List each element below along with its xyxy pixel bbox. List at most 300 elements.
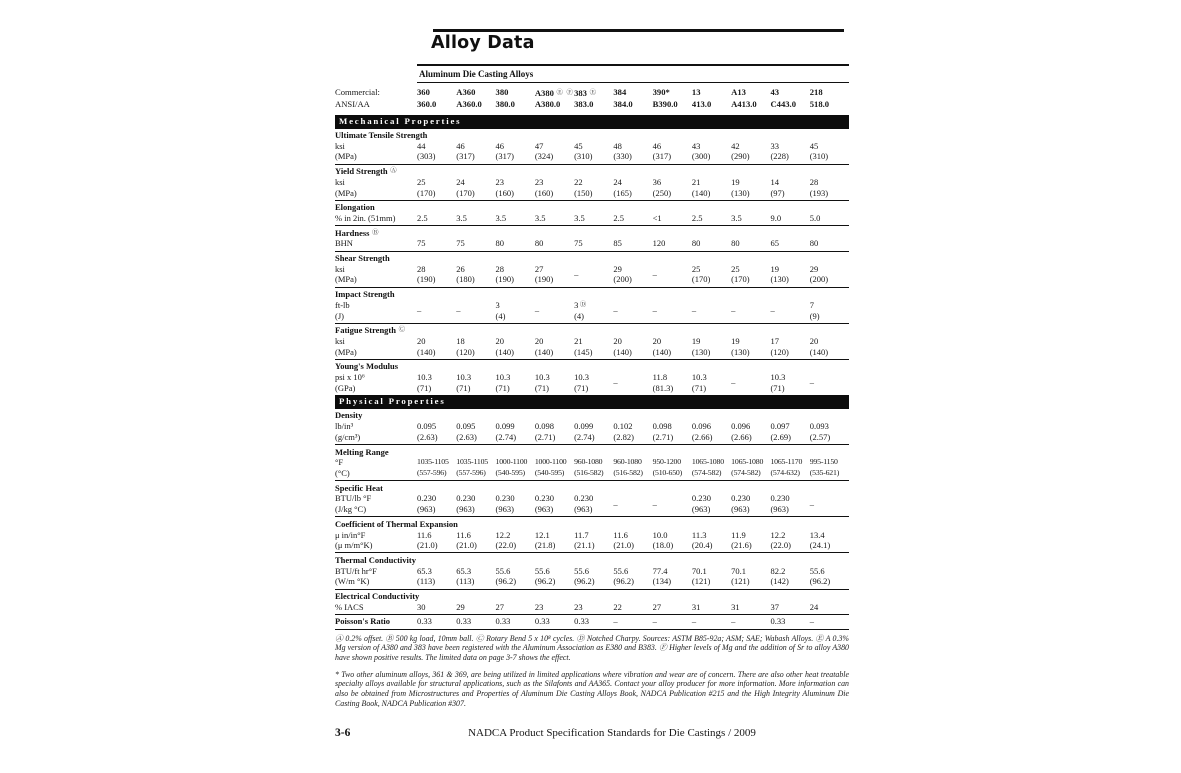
property-group (335, 480, 849, 516)
value-cell: 80 (495, 238, 505, 249)
value-cell: 28 (417, 263, 426, 274)
header-grid (335, 83, 849, 115)
value-cell: 0.097 (770, 421, 790, 432)
value-cell: – (731, 377, 736, 388)
value-cell: (300) (691, 151, 711, 162)
page-footer (335, 727, 849, 739)
value-cell: 1035-1105 (417, 457, 449, 467)
value-cell: – (534, 305, 540, 316)
value-cell: 10.3 (417, 372, 432, 383)
value-cell: 3.5 (495, 212, 507, 223)
value-cell: (140) (534, 346, 554, 357)
value-cell: (140) (613, 346, 632, 357)
value-cell: 1000-1100 (534, 457, 567, 467)
value-cell: (170) (731, 274, 750, 285)
value-cell: – (691, 616, 697, 627)
table-body (335, 115, 849, 630)
value-cell: 10.3 (495, 372, 511, 383)
value-cell: (193) (809, 187, 829, 198)
value-cell: 45 (809, 140, 819, 151)
value-cell: (97) (770, 187, 785, 198)
value-cell: (140) (417, 346, 436, 357)
value-cell: 0.230 (495, 493, 515, 504)
property-name: Density (335, 410, 363, 421)
value-cell: 120 (652, 238, 666, 249)
unit-label: psi x 10⁶ (335, 372, 365, 383)
property-group (335, 287, 849, 323)
value-cell: 29 (809, 263, 819, 274)
value-cell: (21.0) (417, 540, 438, 551)
value-cell: 11.9 (731, 529, 746, 540)
value-cell: (134) (652, 576, 672, 587)
value-cell: – (809, 377, 814, 388)
value-cell: (71) (770, 382, 785, 393)
unit-label: (g/cm³) (335, 431, 361, 442)
value-cell: 10.3 (534, 372, 550, 383)
value-cell: 2.5 (417, 212, 428, 223)
value-cell: (2.69) (770, 431, 791, 442)
value-cell: 24 (613, 176, 622, 187)
value-cell: – (652, 616, 657, 627)
value-cell: (170) (691, 274, 711, 285)
value-cell: 10.3 (574, 372, 589, 383)
value-cell: 46 (652, 140, 662, 151)
value-cell: (96.2) (534, 576, 556, 587)
col-ansi: A380.0 (534, 98, 561, 109)
value-cell: 20 (534, 335, 544, 346)
property-name: Specific Heat (335, 482, 383, 493)
value-cell: (2.63) (417, 431, 438, 442)
value-cell: 28 (495, 263, 505, 274)
value-cell: 10.3 (770, 372, 786, 383)
header-label-ansi: ANSI/AA (335, 98, 370, 109)
footnote-marker: Ⓓ (578, 300, 587, 308)
col-commercial: A380 Ⓔ Ⓕ (534, 87, 574, 98)
value-cell: 3.5 (731, 212, 742, 223)
value-cell: (190) (534, 274, 554, 285)
value-cell: (120) (456, 346, 475, 357)
section-bar: Mechanical Properties (335, 115, 849, 129)
value-cell: (250) (652, 187, 672, 198)
property-group (335, 200, 849, 225)
unit-label: (MPa) (335, 346, 357, 357)
unit-label: ksi (335, 263, 345, 274)
value-cell: 960-1080 (574, 457, 603, 467)
value-cell: 80 (691, 238, 701, 249)
unit-label: °F (335, 457, 344, 468)
value-cell: (9) (809, 310, 820, 321)
value-cell: 19 (731, 176, 740, 187)
value-cell: 0.230 (770, 493, 790, 504)
col-ansi: A413.0 (731, 98, 757, 109)
col-ansi: C443.0 (770, 98, 796, 109)
value-cell: 85 (613, 238, 622, 249)
value-cell: (96.2) (574, 576, 595, 587)
value-cell: 19 (770, 263, 779, 274)
property-group (335, 251, 849, 287)
value-cell: (140) (691, 187, 711, 198)
value-cell: 37 (770, 601, 779, 612)
col-commercial: 390* (652, 86, 670, 97)
col-commercial: 13 (691, 86, 701, 97)
table-title: Aluminum Die Casting Alloys (419, 68, 534, 79)
value-cell: (121) (731, 576, 750, 587)
value-cell: 28 (809, 176, 819, 187)
value-cell: (71) (456, 382, 471, 393)
property-group (335, 323, 849, 359)
table-bottom-rule (335, 629, 849, 630)
value-cell: (200) (613, 274, 632, 285)
value-cell: (2.66) (731, 431, 752, 442)
value-cell: (4) (574, 310, 584, 321)
col-ansi: 360.0 (417, 98, 437, 109)
value-cell: (160) (534, 187, 554, 198)
property-name: Thermal Conductivity (335, 554, 416, 565)
value-cell: 2.5 (691, 212, 703, 223)
value-cell: 20 (613, 335, 622, 346)
value-cell: (2.71) (652, 431, 674, 442)
value-cell: 960-1080 (613, 457, 642, 467)
value-cell: (71) (534, 382, 549, 393)
value-cell: – (613, 305, 618, 316)
unit-label: lb/in³ (335, 421, 354, 432)
value-cell: 13.4 (809, 529, 825, 540)
value-cell: 23 (534, 176, 544, 187)
value-cell: 0.230 (534, 493, 554, 504)
col-commercial: A13 (731, 86, 746, 97)
value-cell: 24 (456, 176, 465, 187)
value-cell: 80 (534, 238, 544, 249)
value-cell: 19 (731, 335, 740, 346)
value-cell: – (613, 377, 618, 388)
property-name: Electrical Conductivity (335, 591, 420, 602)
unit-label: (MPa) (335, 187, 357, 198)
value-cell: (81.3) (652, 382, 674, 393)
value-cell: 24 (809, 601, 819, 612)
title-rule (433, 29, 844, 32)
property-group (335, 409, 849, 444)
property-name: Coefficient of Thermal Expansion (335, 518, 458, 529)
value-cell: (24.1) (809, 540, 831, 551)
value-cell: – (770, 305, 775, 316)
value-cell: (96.2) (495, 576, 517, 587)
value-cell: (540-595) (495, 467, 525, 477)
value-cell: 2.5 (613, 212, 624, 223)
value-cell: 25 (731, 263, 740, 274)
value-cell: – (613, 498, 618, 509)
value-cell: 31 (691, 601, 701, 612)
value-cell: (510-650) (652, 467, 683, 477)
value-cell: (2.71) (534, 431, 556, 442)
value-cell: 0.230 (691, 493, 712, 504)
col-commercial: A360 (456, 86, 476, 97)
value-cell: (557-596) (417, 467, 447, 477)
value-cell: (130) (731, 187, 750, 198)
value-cell: (2.74) (495, 431, 517, 442)
unit-label: μ in/in°F (335, 529, 366, 540)
value-cell: (330) (613, 151, 632, 162)
value-cell: (180) (456, 274, 475, 285)
col-commercial: 384 (613, 86, 627, 97)
value-cell: – (417, 305, 422, 316)
value-cell: (121) (691, 576, 711, 587)
value-cell: (160) (495, 187, 514, 198)
value-cell: 33 (770, 140, 779, 151)
value-cell: 0.230 (456, 493, 476, 504)
value-cell: 21 (574, 335, 583, 346)
col-commercial: 360 (417, 86, 430, 97)
value-cell: 11.6 (456, 529, 471, 540)
value-cell: (963) (731, 504, 750, 515)
property-group (335, 359, 849, 395)
value-cell: 3.5 (574, 212, 585, 223)
value-cell: (317) (495, 151, 514, 162)
value-cell: 55.6 (574, 565, 589, 576)
value-cell: (516-582) (574, 467, 604, 477)
value-cell: (96.2) (613, 576, 634, 587)
value-cell: (2.57) (809, 431, 831, 442)
col-ansi: 380.0 (495, 98, 515, 109)
value-cell: 12.2 (495, 529, 511, 540)
value-cell: (2.66) (691, 431, 713, 442)
value-cell: 1065-1080 (691, 457, 724, 467)
value-cell: (71) (691, 382, 707, 393)
value-cell: 1035-1105 (456, 457, 488, 467)
value-cell: 75 (417, 238, 426, 249)
value-cell: 3.5 (456, 212, 467, 223)
property-name: Yield Strength Ⓐ (335, 166, 398, 177)
property-group (335, 614, 849, 629)
value-cell: – (809, 498, 814, 509)
col-commercial: 218 (809, 86, 823, 97)
col-ansi: 384.0 (613, 98, 633, 109)
footnote-marker: Ⓑ (369, 228, 380, 236)
value-cell: (140) (809, 346, 829, 357)
value-cell: – (574, 269, 579, 280)
value-cell: (21.1) (574, 540, 595, 551)
value-cell: (120) (770, 346, 789, 357)
value-cell: (310) (574, 151, 593, 162)
col-ansi: 413.0 (691, 98, 712, 109)
value-cell: (574-582) (731, 467, 761, 477)
value-cell: 31 (731, 601, 740, 612)
value-cell: 46 (495, 140, 505, 151)
col-ansi: B390.0 (652, 98, 678, 109)
value-cell: 23 (495, 176, 505, 187)
value-cell: 55.6 (613, 565, 629, 576)
value-cell: 3 (495, 299, 500, 310)
value-cell: (22.0) (495, 540, 517, 551)
value-cell: 48 (613, 140, 622, 151)
value-cell: (310) (809, 151, 829, 162)
footnote-asterisk: * Two other aluminum alloys, 361 & 369, are being utilized in limited applications where vibration and wear are of concern. There are also other heat treatable specialty alloys available for structural applications, such as the Silafonts and AA365. Contact your alloy producer for more information. More information can also be obtained from Microstructures and Properties of Aluminum Die Casting Alloys Book, NADCA Publication #215 and the High Integrity Aluminum Die Casting Book, NADCA Publication #307. (335, 669, 849, 708)
value-cell: – (731, 616, 736, 627)
value-cell: 11.6 (417, 529, 432, 540)
footnote-marker: Ⓒ (396, 326, 406, 334)
value-cell: <1 (652, 212, 662, 223)
value-cell: 9.0 (770, 212, 782, 223)
property-name: Impact Strength (335, 289, 395, 300)
value-cell: (113) (456, 576, 475, 587)
property-group (335, 552, 849, 588)
value-cell: (145) (574, 346, 593, 357)
value-cell: – (613, 616, 618, 627)
value-cell: – (691, 305, 697, 316)
property-group (335, 164, 849, 200)
value-cell: 10.3 (456, 372, 472, 383)
unit-label: BTU/lb °F (335, 493, 372, 504)
unit-label: (J) (335, 310, 344, 321)
value-cell: – (652, 305, 657, 316)
value-cell: 19 (691, 335, 701, 346)
value-cell: (963) (574, 504, 593, 515)
value-cell: (290) (731, 151, 750, 162)
footer-publication: NADCA Product Specification Standards for Die Castings / 2009 (468, 727, 756, 739)
value-cell: 47 (534, 140, 544, 151)
value-cell: 995-1150 (809, 457, 838, 467)
value-cell: (535-621) (809, 467, 840, 477)
value-cell: 3 Ⓓ (574, 299, 587, 310)
value-cell: (2.63) (456, 431, 477, 442)
section-bar: Physical Properties (335, 395, 849, 409)
value-cell: 0.33 (574, 616, 589, 627)
value-cell: (963) (770, 504, 789, 515)
property-name: Elongation (335, 202, 375, 213)
unit-label: (GPa) (335, 382, 356, 393)
value-cell: (228) (770, 151, 789, 162)
unit-label: (°C) (335, 467, 350, 478)
property-group (335, 589, 849, 614)
value-cell: – (652, 269, 657, 280)
value-cell: 1065-1080 (731, 457, 764, 467)
value-cell: 65 (770, 238, 779, 249)
value-cell: (4) (495, 310, 506, 321)
col-commercial: 383 Ⓔ (574, 87, 597, 98)
value-cell: (21.0) (456, 540, 477, 551)
value-cell: (140) (652, 346, 672, 357)
value-cell: (324) (534, 151, 554, 162)
value-cell: 1065-1170 (770, 457, 803, 467)
unit-label: (μ m/m°K) (335, 540, 373, 551)
value-cell: 3.5 (534, 212, 546, 223)
value-cell: – (652, 498, 657, 509)
value-cell: 0.102 (613, 421, 633, 432)
value-cell: (574-582) (691, 467, 722, 477)
value-cell: 950-1200 (652, 457, 681, 467)
value-cell: 82.2 (770, 565, 786, 576)
value-cell: (71) (495, 382, 510, 393)
property-name: Melting Range (335, 446, 389, 457)
value-cell: 20 (495, 335, 505, 346)
value-cell: 10.0 (652, 529, 668, 540)
value-cell: (303) (417, 151, 436, 162)
value-cell: 30 (417, 601, 426, 612)
value-cell: 29 (613, 263, 622, 274)
property-name: Fatigue Strength Ⓒ (335, 325, 406, 336)
value-cell: 11.8 (652, 372, 668, 383)
value-cell: (540-595) (534, 467, 565, 477)
value-cell: (963) (691, 504, 711, 515)
value-cell: – (809, 616, 814, 627)
col-ansi: A360.0 (456, 98, 482, 109)
value-cell: (574-632) (770, 467, 800, 477)
unit-label: ksi (335, 335, 345, 346)
value-cell: (516-582) (613, 467, 643, 477)
value-cell: 7 (809, 299, 814, 310)
value-cell: (170) (417, 187, 436, 198)
property-group (335, 516, 849, 552)
value-cell: 0.33 (456, 616, 472, 627)
value-cell: 55.6 (809, 565, 825, 576)
col-commercial: 43 (770, 86, 780, 97)
unit-label: BTU/ft hr°F (335, 565, 377, 576)
value-cell: (130) (770, 274, 789, 285)
value-cell: 80 (731, 238, 740, 249)
property-name: Ultimate Tensile Strength (335, 130, 428, 140)
value-cell: (963) (495, 504, 514, 515)
value-cell: 20 (809, 335, 819, 346)
footnote-marker: Ⓔ (586, 88, 597, 96)
value-cell: (96.2) (809, 576, 831, 587)
value-cell: (22.0) (770, 540, 791, 551)
value-cell: (2.74) (574, 431, 595, 442)
value-cell: 0.099 (495, 421, 515, 432)
unit-label: (MPa) (335, 274, 357, 285)
value-cell: 29 (456, 601, 465, 612)
value-cell: 75 (456, 238, 465, 249)
value-cell: 46 (456, 140, 465, 151)
value-cell: 55.6 (534, 565, 550, 576)
value-cell: 75 (574, 238, 583, 249)
value-cell: 0.33 (495, 616, 511, 627)
value-cell: 27 (534, 263, 544, 274)
value-cell: 11.3 (691, 529, 707, 540)
value-cell: (2.82) (613, 431, 634, 442)
value-cell: 18 (456, 335, 465, 346)
col-commercial: 380 (495, 86, 509, 97)
value-cell: (140) (495, 346, 514, 357)
value-cell: – (731, 305, 736, 316)
value-cell: 45 (574, 140, 583, 151)
value-cell: 25 (417, 176, 426, 187)
value-cell: 0.095 (417, 421, 437, 432)
value-cell: (130) (731, 346, 750, 357)
value-cell: 1000-1100 (495, 457, 528, 467)
value-cell: 21 (691, 176, 701, 187)
property-group (335, 444, 849, 480)
value-cell: 80 (809, 238, 819, 249)
value-cell: 0.096 (731, 421, 751, 432)
value-cell: 23 (574, 601, 583, 612)
value-cell: (190) (417, 274, 436, 285)
footnote-marker: Ⓐ (387, 167, 398, 175)
value-cell: (200) (809, 274, 829, 285)
property-name: Young's Modulus (335, 361, 399, 372)
value-cell: 0.230 (417, 493, 437, 504)
col-ansi: 383.0 (574, 98, 594, 109)
value-cell: 26 (456, 263, 465, 274)
value-cell: (21.6) (731, 540, 752, 551)
value-cell: (130) (691, 346, 711, 357)
value-cell: (21.8) (534, 540, 556, 551)
value-cell: 0.093 (809, 421, 829, 432)
value-cell: (165) (613, 187, 632, 198)
value-cell: 0.230 (574, 493, 594, 504)
value-cell: (317) (456, 151, 475, 162)
property-group (335, 225, 849, 250)
value-cell: (71) (417, 382, 432, 393)
value-cell: (963) (417, 504, 436, 515)
